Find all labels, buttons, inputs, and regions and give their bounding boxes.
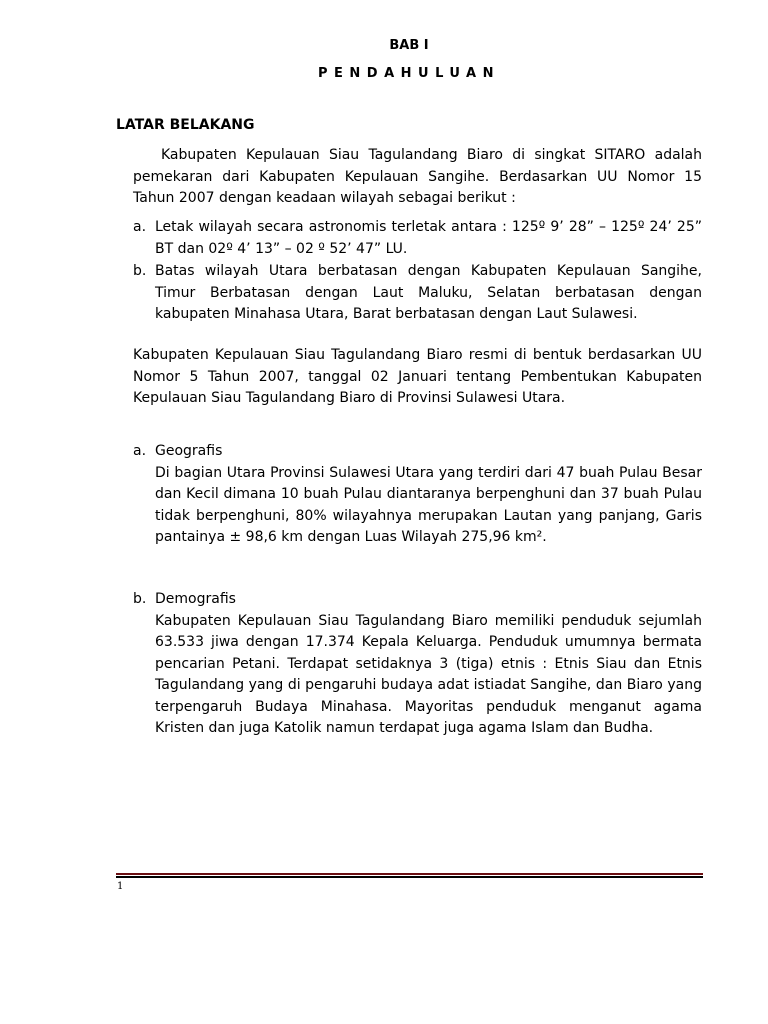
list-item-text: Kabupaten Kepulauan Siau Tagulandang Biaro memiliki penduduk sejumlah 63.533 jiwa dengan 17.374 Kepala Keluarga. Penduduk umumnya bermata pencarian Petani. Terdapat setidaknya 3 (tiga) etnis : Etnis Siau dan Etnis Tagulandang yang di pengaruhi budaya adat istiadat Sangihe, dan Biaro yang terpengaruh Budaya Minahasa. Mayoritas penduduk menganut agama Kristen dan juga Katolik namun terdapat juga agama Islam dan Budha.: [155, 612, 702, 736]
list-marker: b.: [133, 591, 147, 607]
footer-rule: [116, 873, 703, 878]
list-item-text: Di bagian Utara Provinsi Sulawesi Utara yang terdiri dari 47 buah Pulau Besar dan Kecil dimana 10 buah Pulau diantaranya berpenghuni dan 37 buah Pulau tidak berpenghuni, 80% wilayahnya merupakan Lautan yang panjang, Garis pantainya ± 98,6 km dengan Luas Wilayah 275,96 km².: [155, 464, 702, 545]
list-item-body: [155, 589, 702, 740]
chapter-title: PENDAHULUAN: [318, 66, 500, 81]
page-number: 1: [117, 881, 124, 892]
list-item-title: Geografis: [155, 443, 223, 459]
section-heading: LATAR BELAKANG: [116, 117, 255, 133]
formation-paragraph: Kabupaten Kepulauan Siau Tagulandang Biaro resmi di bentuk berdasarkan UU Nomor 5 Tahun 2007, tanggal 02 Januari tentang Pembentukan Kabupaten Kepulauan Siau Tagulandang Biaro di Provinsi Sulawesi Utara.: [133, 347, 702, 406]
list-item-boundaries: [133, 261, 702, 326]
list-item-astronomic-location: [133, 217, 702, 260]
list-item-text: Letak wilayah secara astronomis terletak antara : 125º 9’ 28” – 125º 24’ 25” BT dan 02º 4’ 13” – 02 º 52’ 47” LU.: [155, 219, 702, 257]
list-marker: b.: [133, 263, 147, 279]
list-marker: a.: [133, 219, 147, 235]
list-marker: a.: [133, 443, 147, 459]
chapter-label: BAB I: [389, 38, 429, 53]
list-item-demography: [133, 589, 702, 740]
list-item-title: Demografis: [155, 591, 236, 607]
list-item-text: Batas wilayah Utara berbatasan dengan Kabupaten Kepulauan Sangihe, Timur Berbatasan dengan Laut Maluku, Selatan berbatasan dengan kabupaten Minahasa Utara, Barat berbatasan dengan Laut Sulawesi.: [155, 263, 702, 322]
list-item-geography: [133, 441, 702, 549]
list-item-body: [155, 441, 702, 549]
intro-paragraph: Kabupaten Kepulauan Siau Tagulandang Biaro di singkat SITARO adalah pemekaran dari Kabupaten Kepulauan Sangihe. Berdasarkan UU Nomor 15 Tahun 2007 dengan keadaan wilayah sebagai berikut :: [133, 147, 702, 206]
